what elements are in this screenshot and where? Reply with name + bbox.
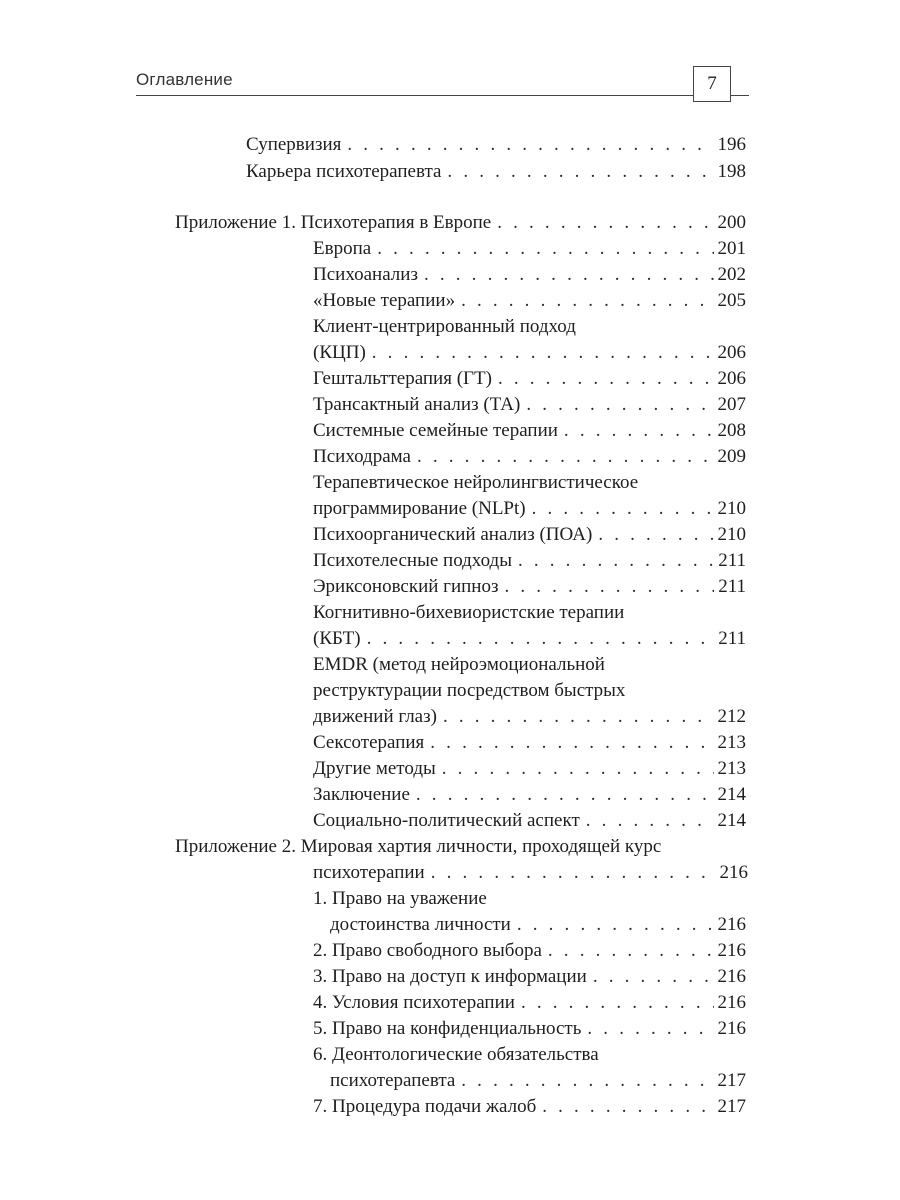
toc-entry: [313, 757, 746, 781]
leader-dots: [593, 965, 714, 989]
toc-entry-title: Сексотерапия: [313, 732, 425, 753]
toc-entry-title-line: Терапевтическое нейролингвистическое: [313, 472, 639, 493]
toc-entry-title-line: Когнитивно-бихевиористские терапии: [313, 602, 625, 623]
leader-dots: [518, 549, 714, 573]
leader-dots: [372, 341, 714, 365]
leader-dots: [443, 705, 714, 729]
toc-entry-title: 7. Процедура подачи жалоб: [313, 1096, 537, 1117]
leader-dots: [498, 367, 714, 391]
toc-entry-page: 201: [717, 238, 746, 259]
toc-entry: [246, 133, 746, 157]
toc-entry-title-line: EMDR (метод нейроэмоциональной: [313, 654, 605, 675]
toc-entry-title: программирование (NLPt): [313, 498, 526, 519]
leader-dots: [461, 1069, 713, 1093]
toc-entry-page: 216: [717, 914, 746, 935]
toc-entry: [313, 445, 746, 469]
toc-entry: [313, 965, 746, 989]
toc-entry: [313, 367, 746, 391]
toc-entry-page: 214: [717, 784, 746, 805]
toc-entry-page: 210: [717, 498, 746, 519]
toc-entry: [313, 549, 746, 573]
toc-entry-page: 200: [717, 212, 746, 233]
leader-dots: [526, 393, 713, 417]
toc-entry: [313, 809, 746, 833]
toc-entry-page: 211: [718, 576, 746, 597]
toc-entry-title: 2. Право свободного выбора: [313, 940, 542, 961]
toc-entry-title: Другие методы: [313, 758, 436, 779]
toc-entry-page: 216: [717, 992, 746, 1013]
toc-entry-title: Приложение 1. Психотерапия в Европе: [175, 212, 492, 233]
leader-dots: [417, 445, 714, 469]
toc-entry-title: Трансактный анализ (ТА): [313, 394, 521, 415]
toc-entry-title: 4. Условия психотерапии: [313, 992, 515, 1013]
leader-dots: [497, 211, 713, 235]
toc-entry: [313, 731, 746, 755]
leader-dots: [586, 809, 714, 833]
toc-entry-title: «Новые терапии»: [313, 290, 456, 311]
leader-dots: [598, 523, 713, 547]
toc-entry-page: 216: [717, 1018, 746, 1039]
toc-entry-title: 5. Право на конфиденциальность: [313, 1018, 582, 1039]
leader-dots: [461, 289, 713, 313]
toc-entry-page: 206: [717, 342, 746, 363]
page-header: [0, 0, 900, 110]
toc-entry: [313, 991, 746, 1015]
toc-entry-title: Гештальттерапия (ГТ): [313, 368, 492, 389]
toc-entry-page: 205: [717, 290, 746, 311]
leader-dots: [564, 419, 714, 443]
leader-dots: [430, 731, 713, 755]
toc-entry-title: Эриксоновский гипноз: [313, 576, 499, 597]
toc-entry-page: 211: [718, 550, 746, 571]
header-rule: [136, 95, 749, 96]
leader-dots: [367, 627, 715, 651]
toc-entry: [313, 289, 746, 313]
toc-entry: [313, 341, 746, 365]
toc-entry-title: Карьера психотерапевта: [246, 161, 442, 182]
toc-entry-title-line: 1. Право на уважение: [313, 888, 487, 909]
toc-entry-title: Социально-политический аспект: [313, 810, 580, 831]
toc-entry-title: Психотелесные подходы: [313, 550, 512, 571]
leader-dots: [504, 575, 714, 599]
toc-entry-title: психотерапевта: [330, 1070, 456, 1091]
page-number: 7: [707, 73, 717, 94]
leader-dots: [532, 497, 714, 521]
leader-dots: [424, 263, 714, 287]
toc-entry-title: (КБТ): [313, 628, 361, 649]
toc-entry: [313, 393, 746, 417]
toc-entry-title-line: 6. Деонтологические обязательства: [313, 1044, 599, 1065]
leader-dots: [542, 1095, 713, 1119]
leader-dots: [447, 160, 713, 184]
toc-entry-title: достоинства личности: [330, 914, 511, 935]
toc-entry-page: 198: [717, 161, 746, 182]
toc-entry-page: 217: [717, 1096, 746, 1117]
toc-entry: [313, 627, 746, 651]
toc-entry-page: 202: [717, 264, 746, 285]
toc-entry: [246, 160, 746, 184]
toc-entry-page: 196: [717, 134, 746, 155]
leader-dots: [377, 237, 713, 261]
leader-dots: [347, 133, 713, 157]
toc-entry-page: 209: [717, 446, 746, 467]
toc-entry-title: Заключение: [313, 784, 410, 805]
toc-entry: [313, 575, 746, 599]
toc-entry-title: Супервизия: [246, 134, 342, 155]
leader-dots: [548, 939, 714, 963]
toc-entry-page: 213: [717, 732, 746, 753]
toc-entry: [313, 939, 746, 963]
toc-entry-page: 216: [717, 966, 746, 987]
toc-entry-title: Психодрама: [313, 446, 411, 467]
toc-entry-title: Европа: [313, 238, 372, 259]
toc-entry-page: 217: [717, 1070, 746, 1091]
toc-entry-page: 216: [717, 940, 746, 961]
toc-entry-title-line: Клиент-центрированный подход: [313, 316, 576, 337]
toc-entry-title: (КЦП): [313, 342, 366, 363]
page-number-box: [693, 66, 731, 102]
toc-entry: [313, 263, 746, 287]
toc-entry-page: 206: [717, 368, 746, 389]
toc-entry-page: 212: [717, 706, 746, 727]
toc-entry: [313, 497, 746, 521]
leader-dots: [416, 783, 714, 807]
toc-entry-page: 207: [717, 394, 746, 415]
toc-entry-title: психотерапии: [313, 862, 425, 883]
toc-appendix-heading: [175, 211, 746, 235]
toc-entry-page: 208: [717, 420, 746, 441]
toc-entry-title-line: реструктурации посредством быстрых: [313, 680, 626, 701]
toc-entry: [313, 237, 746, 261]
toc-appendix-heading-line: Приложение 2. Мировая хартия личности, проходящей курс: [175, 836, 662, 857]
toc-entry: [313, 419, 746, 443]
running-title: Оглавление: [136, 70, 233, 89]
toc-entry-page: 214: [717, 810, 746, 831]
toc-entry: [313, 1095, 746, 1119]
toc-entry: [313, 523, 746, 547]
leader-dots: [442, 757, 714, 781]
toc-entry-title: 3. Право на доступ к информации: [313, 966, 587, 987]
toc-entry-page: 213: [717, 758, 746, 779]
toc-appendix-heading: [313, 861, 748, 885]
toc-entry: [313, 705, 746, 729]
toc-entry-page: 216: [719, 862, 748, 883]
toc-entry-title: Психоанализ: [313, 264, 418, 285]
toc-entry: [330, 913, 746, 937]
leader-dots: [521, 991, 714, 1015]
toc-entry-page: 210: [717, 524, 746, 545]
leader-dots: [587, 1017, 713, 1041]
toc-entry-page: 211: [718, 628, 746, 649]
toc-entry-title: движений глаз): [313, 706, 437, 727]
leader-dots: [431, 861, 716, 885]
toc-entry: [313, 1017, 746, 1041]
toc-entry-title: Системные семейные терапии: [313, 420, 558, 441]
leader-dots: [517, 913, 714, 937]
toc-entry: [330, 1069, 746, 1093]
toc-entry: [313, 783, 746, 807]
toc-entry-title: Психоорганический анализ (ПОА): [313, 524, 593, 545]
